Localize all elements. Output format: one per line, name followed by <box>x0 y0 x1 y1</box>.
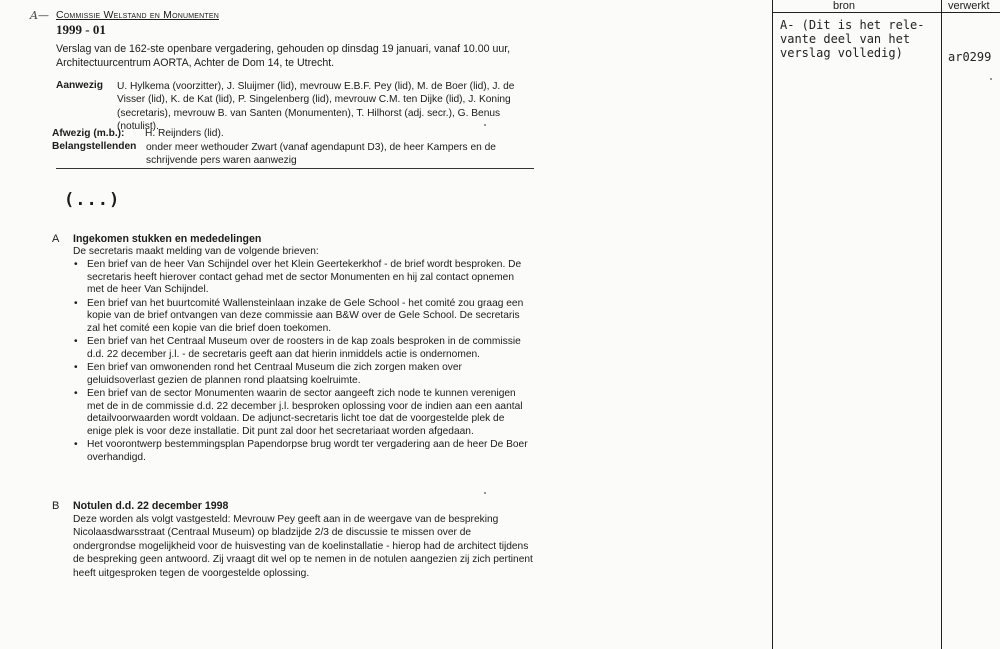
absent-list: H. Reijnders (lid). <box>145 128 224 139</box>
section-a-intro: De secretaris maakt melding van de volgende brieven: <box>73 246 319 257</box>
section-a-letter: A <box>52 233 60 245</box>
commission-title: Commissie Welstand en Monumenten <box>56 9 219 21</box>
processed-reference: ar0299 <box>948 50 992 64</box>
list-item: • Een brief van omwonenden rond het Centraal Museum die zich zorgen maken over geluidsoverlast gezien de plannen rond plaatsing koelruimte. <box>73 362 528 387</box>
section-a-list <box>73 259 528 465</box>
stakeholders-text: onder meer wethouder Zwart (vanaf agendapunt D3), de heer Kampers en de schrijvende pers waren aanwezig <box>146 142 496 167</box>
margin-mark: A— <box>30 9 49 22</box>
absent-label: Afwezig (m.b.): <box>52 128 125 139</box>
scan-speck <box>990 78 992 80</box>
meeting-number: 1999 - 01 <box>56 22 106 37</box>
section-b-letter: B <box>52 500 60 512</box>
present-label: Aanwezig <box>56 80 103 91</box>
source-note: A- (Dit is het rele- vante deel van het verslag volledig) <box>780 18 925 60</box>
section-b-title: Notulen d.d. 22 december 1998 <box>73 500 229 512</box>
list-item: • Het voorontwerp bestemmingsplan Papendorpse brug wordt ter vergadering aan de heer De Boer overhandigd. <box>73 439 528 464</box>
table-column-divider <box>941 0 942 649</box>
omission-mark: (...) <box>64 190 121 210</box>
stakeholders-label: Belangstellenden <box>52 141 137 152</box>
meeting-intro: Verslag van de 162-ste openbare vergadering, gehouden op dinsdag 19 januari, vanaf 10.00 uur, Architectuurcentrum AORTA, Achter de Dom 14, te Utrecht. <box>56 43 511 69</box>
list-item: • Een brief van de heer Van Schijndel over het Klein Geertekerkhof - de brief wordt besproken. De secretaris heeft hierover contact gehad met de sector Monumenten en hij zal contact opnemen met de heer Van Schijndel. <box>73 259 528 297</box>
list-item: • Een brief van de sector Monumenten waarin de sector aangeeft zich node te kunnen verenigen met de in de commissie d.d. 22 december j.l. besproken oplossing voor de indien aan een aantal detailvoorwaarden wordt voldaan. De adjunct-secretaris licht toe dat de voorgestelde plek de enige plek is voor deze installatie. Dit punt zal door het secretariaat worden afgedaan. <box>73 388 528 438</box>
section-a-title: Ingekomen stukken en mededelingen <box>73 233 262 245</box>
column-header-processed: verwerkt <box>948 0 990 12</box>
list-item: • Een brief van het buurtcomité Wallensteinlaan inzake de Gele School - het comité zou graag een kopie van de brief ontvangen van deze commissie aan B&W over de Gele School. De secretaris zal het comité een kopie van die brief doen toekomen. <box>73 298 528 336</box>
header-divider <box>56 168 534 169</box>
column-header-source: bron <box>833 0 856 12</box>
table-header-rule <box>772 12 1000 13</box>
present-list: U. Hylkema (voorzitter), J. Sluijmer (lid), mevrouw E.B.F. Pey (lid), M. de Boer (lid), J. de Visser (lid), K. de Kat (lid), P. Singelenberg (lid), mevrouw C.M. ten Dijke (lid), J. Koning (secretaris), mevrouw B. van Santen (Monumenten), T. Hilhorst (adj. secr.), G. Benus (notulist). <box>117 81 515 133</box>
list-item: • Een brief van het Centraal Museum over de roosters in de kap zoals besproken in de commissie d.d. 22 december j.l. - de secretaris geeft aan dat hierin inmiddels actie is ondernomen. <box>73 336 528 361</box>
scan-speck <box>484 124 486 126</box>
table-border-left <box>772 0 773 649</box>
scan-speck <box>484 492 486 494</box>
section-b-body: Deze worden als volgt vastgesteld: Mevrouw Pey geeft aan in de weergave van de bespreking Nicolaasdwarsstraat (Centraal Museum) op bladzijde 2/3 de discussie te missen over de ondergrondse mogelijkheid voor de huisvesting van de koelinstallatie - hierop had de architect tijdens de bespreking geen antwoord. Zij vraagt dit wel op te nemen in de notulen aangezien zij zich pertinent heeft uitgesproken tegen de voorgestelde oplossing. <box>73 514 533 579</box>
